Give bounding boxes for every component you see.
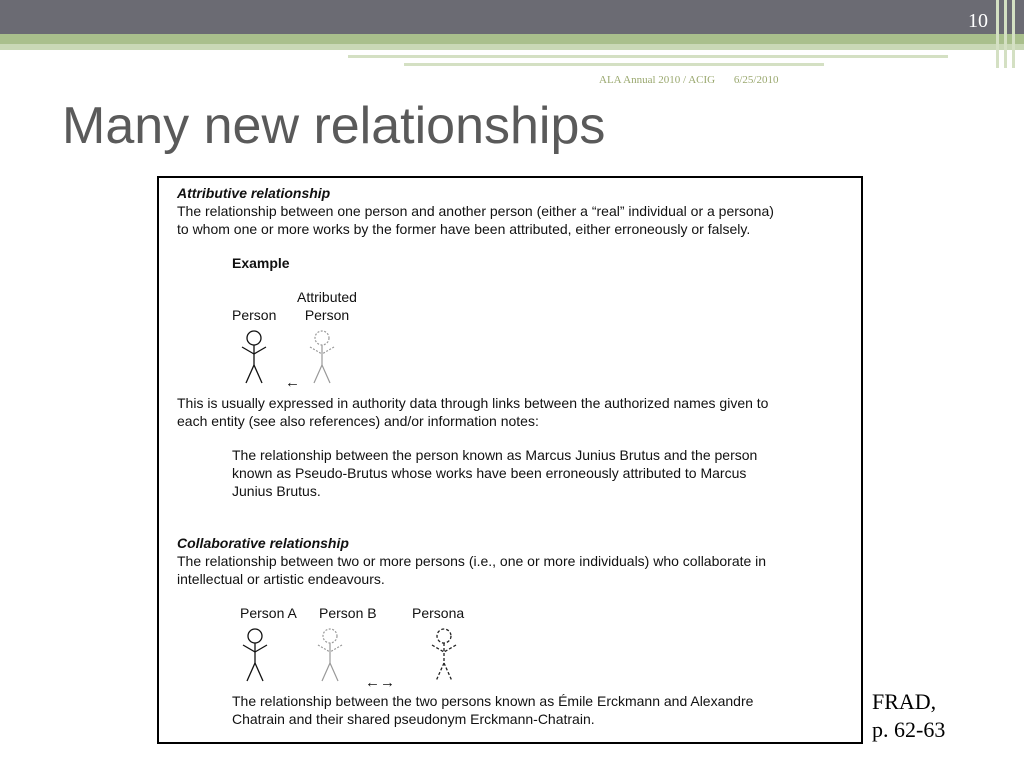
top-bar (0, 0, 1024, 34)
slide-title: Many new relationships (62, 97, 606, 155)
collaborative-definition-line: The relationship between two or more persons (i.e., one or more individuals) who collaborate in (177, 553, 767, 569)
persona-figure-icon (427, 626, 467, 684)
collaborative-heading: Collaborative relationship (177, 535, 349, 551)
citation (872, 688, 945, 744)
decor-vertical-lines (990, 0, 1024, 68)
frad-excerpt (157, 176, 863, 744)
left-arrow-icon: ← (285, 374, 300, 391)
attributive-definition-line: The relationship between one person and another person (either a “real” individual or a persona) (177, 203, 774, 219)
collaborative-example-line: The relationship between the two persons known as Émile Erckmann and Alexandre (232, 693, 754, 709)
person-figure-icon (237, 328, 277, 386)
slide-number: 10 (968, 10, 988, 32)
footer-event: ALA Annual 2010 / ACIG (599, 74, 716, 86)
collaborative-example-line: Chatrain and their shared pseudonym Erckmann-Chatrain. (232, 711, 595, 727)
accent-band-light (0, 44, 1024, 50)
label-attributed: Attributed (297, 289, 357, 305)
attributive-example-line: Junius Brutus. (232, 483, 321, 499)
accent-band (0, 34, 1024, 44)
example-label: Example (232, 255, 290, 271)
attributive-example-line: known as Pseudo-Brutus whose works have been erroneously attributed to Marcus (232, 465, 747, 481)
attributive-note-line: This is usually expressed in authority data through links between the authorized names given to (177, 395, 769, 411)
attributed-person-figure-icon (305, 328, 345, 386)
attributive-example-line: The relationship between the person known as Marcus Junius Brutus and the person (232, 447, 758, 463)
person-b-figure-icon (313, 626, 353, 684)
citation-pages: p. 62-63 (872, 717, 946, 742)
citation-source: FRAD, (872, 689, 937, 714)
footer-date: 6/25/2010 (733, 74, 779, 86)
decor-line (348, 55, 948, 58)
slide-footer (599, 74, 795, 86)
person-a-figure-icon (238, 626, 278, 684)
label-persona: Persona (412, 605, 465, 621)
label-person-b: Person B (319, 605, 377, 621)
attributive-heading: Attributive relationship (177, 185, 331, 201)
bidirectional-arrow-icon: ←→ (365, 674, 395, 691)
decor-line (404, 63, 824, 66)
collaborative-definition-line: intellectual or artistic endeavours. (177, 571, 385, 587)
label-person: Person (232, 307, 277, 323)
label-person-a: Person A (240, 605, 297, 621)
attributive-definition-line: to whom one or more works by the former have been attributed, either erroneously or falsely. (177, 221, 751, 237)
label-attributed-person: Person (304, 307, 350, 323)
attributive-note-line: each entity (see also references) and/or information notes: (177, 413, 539, 429)
